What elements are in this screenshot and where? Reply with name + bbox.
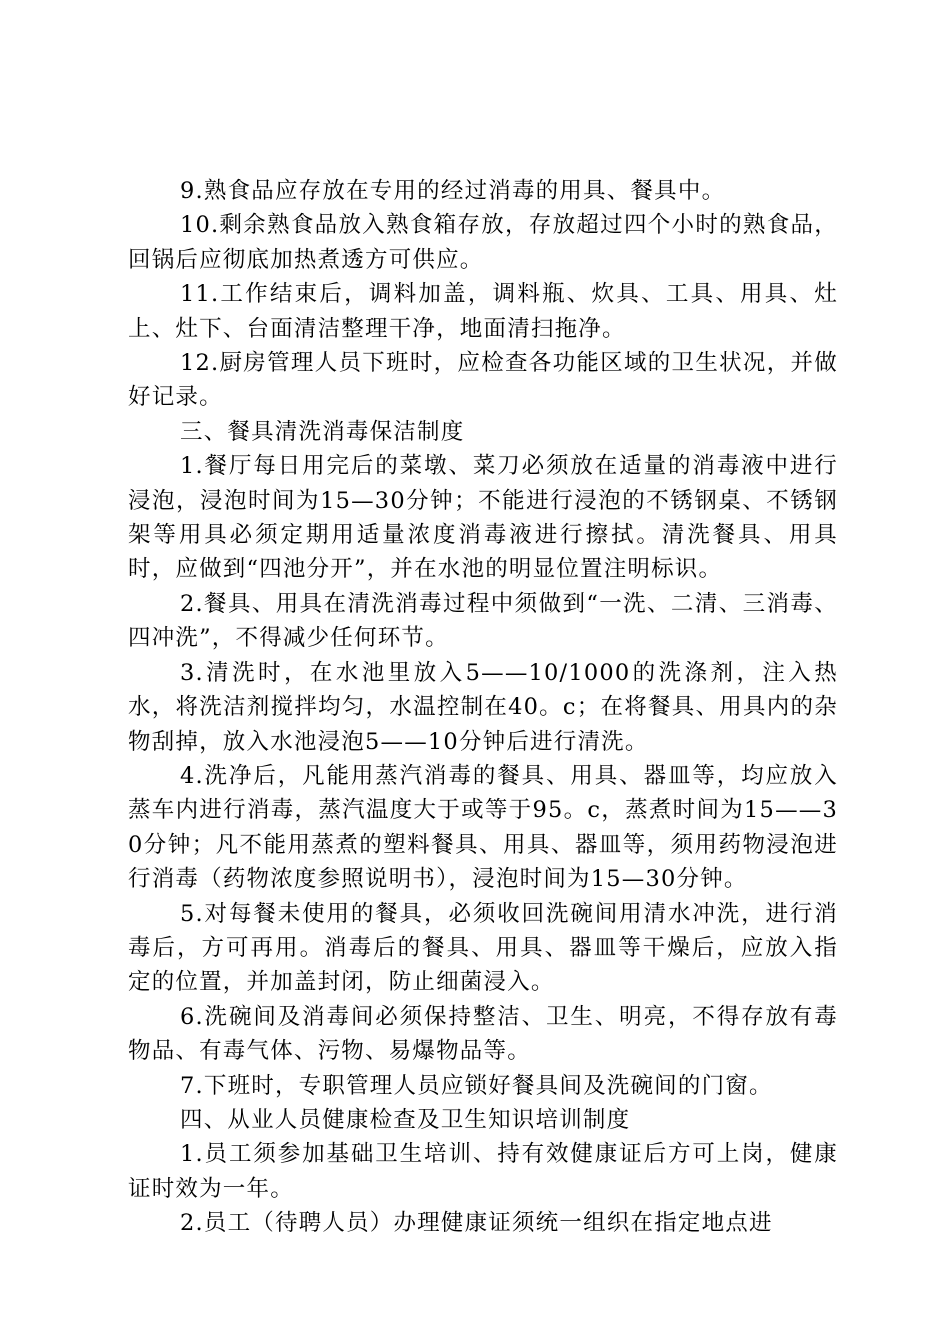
paragraph-section3-item-3: 3.清洗时，在水池里放入5——10/1000的洗涤剂，注入热水，将洗洁剂搅拌均匀，水温控制在40。c；在将餐具、用具内的杂物刮掉，放入水池浸泡5——10分钟后进行清洗。 bbox=[128, 659, 838, 755]
paragraph-section3-item-2: 2.餐具、用具在清洗消毒过程中须做到“一洗、二清、三消毒、四冲洗”，不得减少任何环节。 bbox=[128, 590, 838, 652]
paragraph-section4-item-1: 1.员工须参加基础卫生培训、持有效健康证后方可上岗，健康证时效为一年。 bbox=[128, 1141, 838, 1202]
paragraph-item-9: 9.熟食品应存放在专用的经过消毒的用具、餐具中。 bbox=[180, 178, 726, 204]
section-heading-3: 三、餐具清洗消毒保洁制度 bbox=[180, 418, 465, 445]
paragraph-item-11: 11.工作结束后，调料加盖，调料瓶、炊具、工具、用具、灶上、灶下、台面清洁整理干净，地面清扫拖净。 bbox=[128, 281, 838, 342]
paragraph-section3-item-1: 1.餐厅每日用完后的菜墩、菜刀必须放在适量的消毒液中进行浸泡，浸泡时间为15—30分钟；不能进行浸泡的不锈钢桌、不锈钢架等用具必须定期用适量浓度消毒液进行擦拭。清洗餐具、用具时，应做到“四池分开”，并在水池的明显位置注明标识。 bbox=[128, 453, 838, 583]
paragraph-section4-item-2: 2.员工（待聘人员）办理健康证须统一组织在指定地点进 bbox=[180, 1210, 773, 1237]
paragraph-item-10: 10.剩余熟食品放入熟食箱存放，存放超过四个小时的熟食品，回锅后应彻底加热煮透方可供应。 bbox=[128, 212, 838, 273]
paragraph-section3-item-6: 6.洗碗间及消毒间必须保持整洁、卫生、明亮，不得存放有毒物品、有毒气体、污物、易爆物品等。 bbox=[128, 1003, 838, 1065]
paragraph-item-12: 12.厨房管理人员下班时，应检查各功能区域的卫生状况，并做好记录。 bbox=[128, 350, 838, 411]
document-body bbox=[128, 174, 838, 1241]
paragraph-section3-item-7: 7.下班时，专职管理人员应锁好餐具间及洗碗间的门窗。 bbox=[180, 1072, 773, 1099]
paragraph-section3-item-4: 4.洗净后，凡能用蒸汽消毒的餐具、用具、器皿等，均应放入蒸车内进行消毒，蒸汽温度大于或等于95。c，蒸煮时间为15——30分钟；凡不能用蒸煮的塑料餐具、用具、器皿等，须用药物浸泡进行消毒（药物浓度参照说明书），浸泡时间为15—30分钟。 bbox=[128, 762, 838, 893]
paragraph-section3-item-5: 5.对每餐未使用的餐具，必须收回洗碗间用清水冲洗，进行消毒后，方可再用。消毒后的餐具、用具、器皿等干燥后，应放入指定的位置，并加盖封闭，防止细菌浸入。 bbox=[128, 900, 838, 996]
section-heading-4: 四、从业人员健康检查及卫生知识培训制度 bbox=[180, 1106, 631, 1133]
